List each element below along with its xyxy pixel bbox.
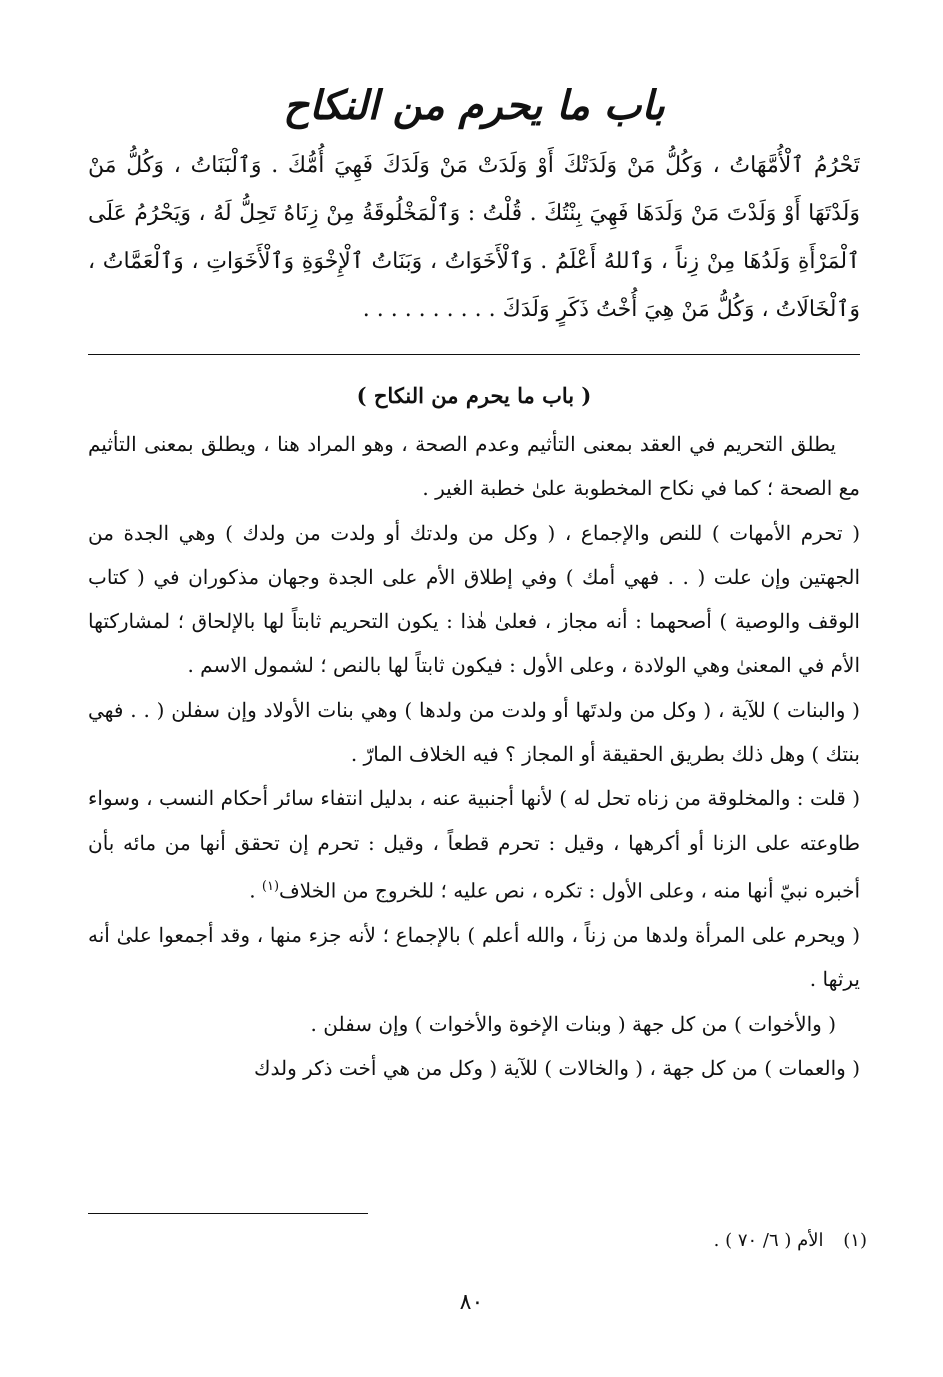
commentary-text: ( قلت : والمخلوقة من زناه تحل له ) لأنها أجنبية عنه ، بدليل انتفاء سائر أحكام النسب ، وسواء طاوعته على الزنا أو أكرهها ، وقيل : تحرم قطعاً ، وقيل : تحرم إن تحقق أنها من مائه بأن أخبره نبيّ أنها منه ، وعلى الأول : تكره ، نص عليه ؛ للخروج من الخلاف [88, 786, 860, 903]
commentary-paragraph: يطلق التحريم في العقد بمعنى التأثيم وعدم الصحة ، وهو المراد هنا ، ويطلق بمعنى التأثيم مع الصحة ؛ كما في نكاح المخطوبة علىٰ خطبة الغير . [88, 432, 860, 501]
footnote-number: (١) [843, 1230, 867, 1251]
commentary-paragraph: ( تحرم الأمهات ) للنص والإجماع ، ( وكل من ولدتك أو ولدت من ولدك ) وهي الجدة من الجهتين وإن علت ( . . فهي أمك ) وفي إطلاق الأم على الجدة وجهان مذكوران في ( كتاب الوقف والوصية ) أصحهما : أنه مجاز ، فعلىٰ هٰذا : يكون التحريم ثابتاً لها بالإلحاق ؛ لمشاركتها الأم في المعنىٰ وهي الولادة ، وعلى الأول : فيكون ثابتاً لها بالنص ؛ لشمول الاسم . [88, 520, 860, 678]
matn-text: تَحْرُمُ ٱلْأُمَّهَاتُ ، وَكُلُّ مَنْ وَلَدَتْكَ أَوْ وَلَدَتْ مَنْ وَلَدَكَ فَهِيَ أُمُّكَ . وَٱلْبَنَاتُ ، وَكُلُّ مَنْ وَلَدْتَهَا أَوْ وَلَدْتَ مَنْ وَلَدَهَا فَهِيَ بِنْتُكَ . قُلْتُ : وَٱلْمَخْلُوقَةُ مِنْ زِنَاهُ تَحِلُّ لَهُ ، وَيَحْرُمُ عَلَى ٱلْمَرْأَةِ وَلَدُهَا مِنْ زِناً ، وَٱللهُ أَعْلَمُ . وَٱلْأَخَوَاتُ ، وَبَنَاتُ ٱلْإِخْوَةِ وَٱلْأَخَوَاتِ ، وَٱلْعَمَّاتُ ، وَٱلْخَالَاتُ ، وَكُلُّ مَنْ هِيَ أُخْتُ ذَكَرٍ وَلَدَكَ . . . . . . . . . . [88, 153, 860, 322]
commentary-paragraph: ( ويحرم على المرأة ولدها من زناً ، والله أعلم ) بالإجماع ؛ لأنه جزء منها ، وقد أجمعوا علىٰ أنه يرثها . [88, 922, 860, 992]
commentary-title: ( باب ما يحرم من النكاح ) [356, 383, 592, 408]
footnote [714, 1226, 867, 1256]
commentary [88, 376, 860, 1090]
page-number: ٨٠ [459, 1290, 484, 1315]
section-divider [88, 354, 860, 355]
page-body [88, 70, 860, 1080]
commentary-paragraph: ( والعمات ) من كل جهة ، ( والخالات ) للآية ( وكل من هي أخت ذكر ولدك [254, 1055, 860, 1080]
footnote-text: الأم ( ٦/ ٧٠ ) . [713, 1230, 824, 1251]
chapter-title: باب ما يحرم من النكاح [283, 82, 665, 129]
commentary-paragraph: ( والأخوات ) من كل جهة ( وبنات الإخوة والأخوات ) وإن سفلن . [310, 1011, 836, 1036]
commentary-paragraph: ( قلت : والمخلوقة من زناه تحل له ) لأنها أجنبية عنه ، بدليل انتفاء سائر أحكام النسب ، وسواء طاوعته على الزنا أو أكرهها ، وقيل : تحرم قطعاً ، وقيل : تحرم إن تحقق أنها من مائه بأن أخبره نبيّ أنها منه ، وعلى الأول : تكره ، نص عليه ؛ للخروج من الخلاف$^{(١)}$ . [88, 786, 860, 903]
footnote-divider [88, 1213, 368, 1214]
footnote-marker[interactable]: (١) [261, 878, 280, 894]
commentary-paragraph: ( والبنات ) للآية ، ( وكل من ولدتَها أو ولدت من ولدها ) وهي بنات الأولاد وإن سفلن ( . . فهي بنتك ) وهل ذلك بطريق الحقيقة أو المجاز ؟ فيه الخلاف المارّ . [88, 697, 860, 767]
